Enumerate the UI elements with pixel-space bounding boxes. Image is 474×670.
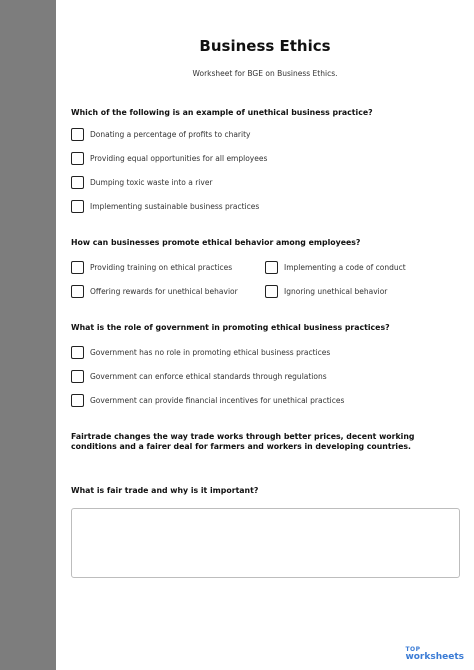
q1-option-2[interactable] [71,152,267,165]
checkbox[interactable] [265,261,278,274]
question-4: What is fair trade and why is it important? [71,486,259,495]
option-label: Government can provide financial incentives for unethical practices [90,396,345,405]
sidebar-strip [0,0,56,670]
checkbox[interactable] [71,394,84,407]
option-label: Ignoring unethical behavior [284,287,388,296]
checkbox[interactable] [71,261,84,274]
question-1: Which of the following is an example of unethical business practice? [71,108,373,117]
checkbox[interactable] [71,200,84,213]
q1-option-1[interactable] [71,128,250,141]
q3-option-2[interactable] [71,370,327,383]
fairtrade-info: Fairtrade changes the way trade works through better prices, decent working conditions and a fairer deal for farmers and workers in developing countries. [71,432,415,452]
checkbox[interactable] [71,370,84,383]
q1-option-3[interactable] [71,176,213,189]
q2-option-3[interactable] [71,285,238,298]
option-label: Government has no role in promoting ethical business practices [90,348,331,357]
checkbox[interactable] [71,346,84,359]
checkbox[interactable] [71,285,84,298]
checkbox[interactable] [71,176,84,189]
checkbox[interactable] [71,152,84,165]
option-label: Implementing a code of conduct [284,263,406,272]
question-3: What is the role of government in promoting ethical business practices? [71,323,390,332]
option-label: Government can enforce ethical standards through regulations [90,372,327,381]
q2-option-4[interactable] [265,285,387,298]
worksheet-page [56,0,474,670]
q3-option-3[interactable] [71,394,344,407]
option-label: Providing equal opportunities for all employees [90,154,268,163]
answer-textarea[interactable] [71,508,460,578]
option-label: Providing training on ethical practices [90,263,233,272]
logo-main-text: worksheets [405,652,464,662]
checkbox[interactable] [71,128,84,141]
page-title: Business Ethics [199,37,331,55]
option-label: Offering rewards for unethical behavior [90,287,238,296]
q2-option-1[interactable] [71,261,232,274]
question-2: How can businesses promote ethical behavior among employees? [71,238,361,247]
top-worksheets-logo [405,647,464,662]
q2-option-2[interactable] [265,261,406,274]
page-subtitle: Worksheet for BGE on Business Ethics. [192,69,338,78]
q3-option-1[interactable] [71,346,330,359]
option-label: Implementing sustainable business practices [90,202,260,211]
option-label: Dumping toxic waste into a river [90,178,213,187]
logo-top-text: TOP [405,646,421,653]
checkbox[interactable] [265,285,278,298]
q1-option-4[interactable] [71,200,259,213]
option-label: Donating a percentage of profits to charity [90,130,251,139]
